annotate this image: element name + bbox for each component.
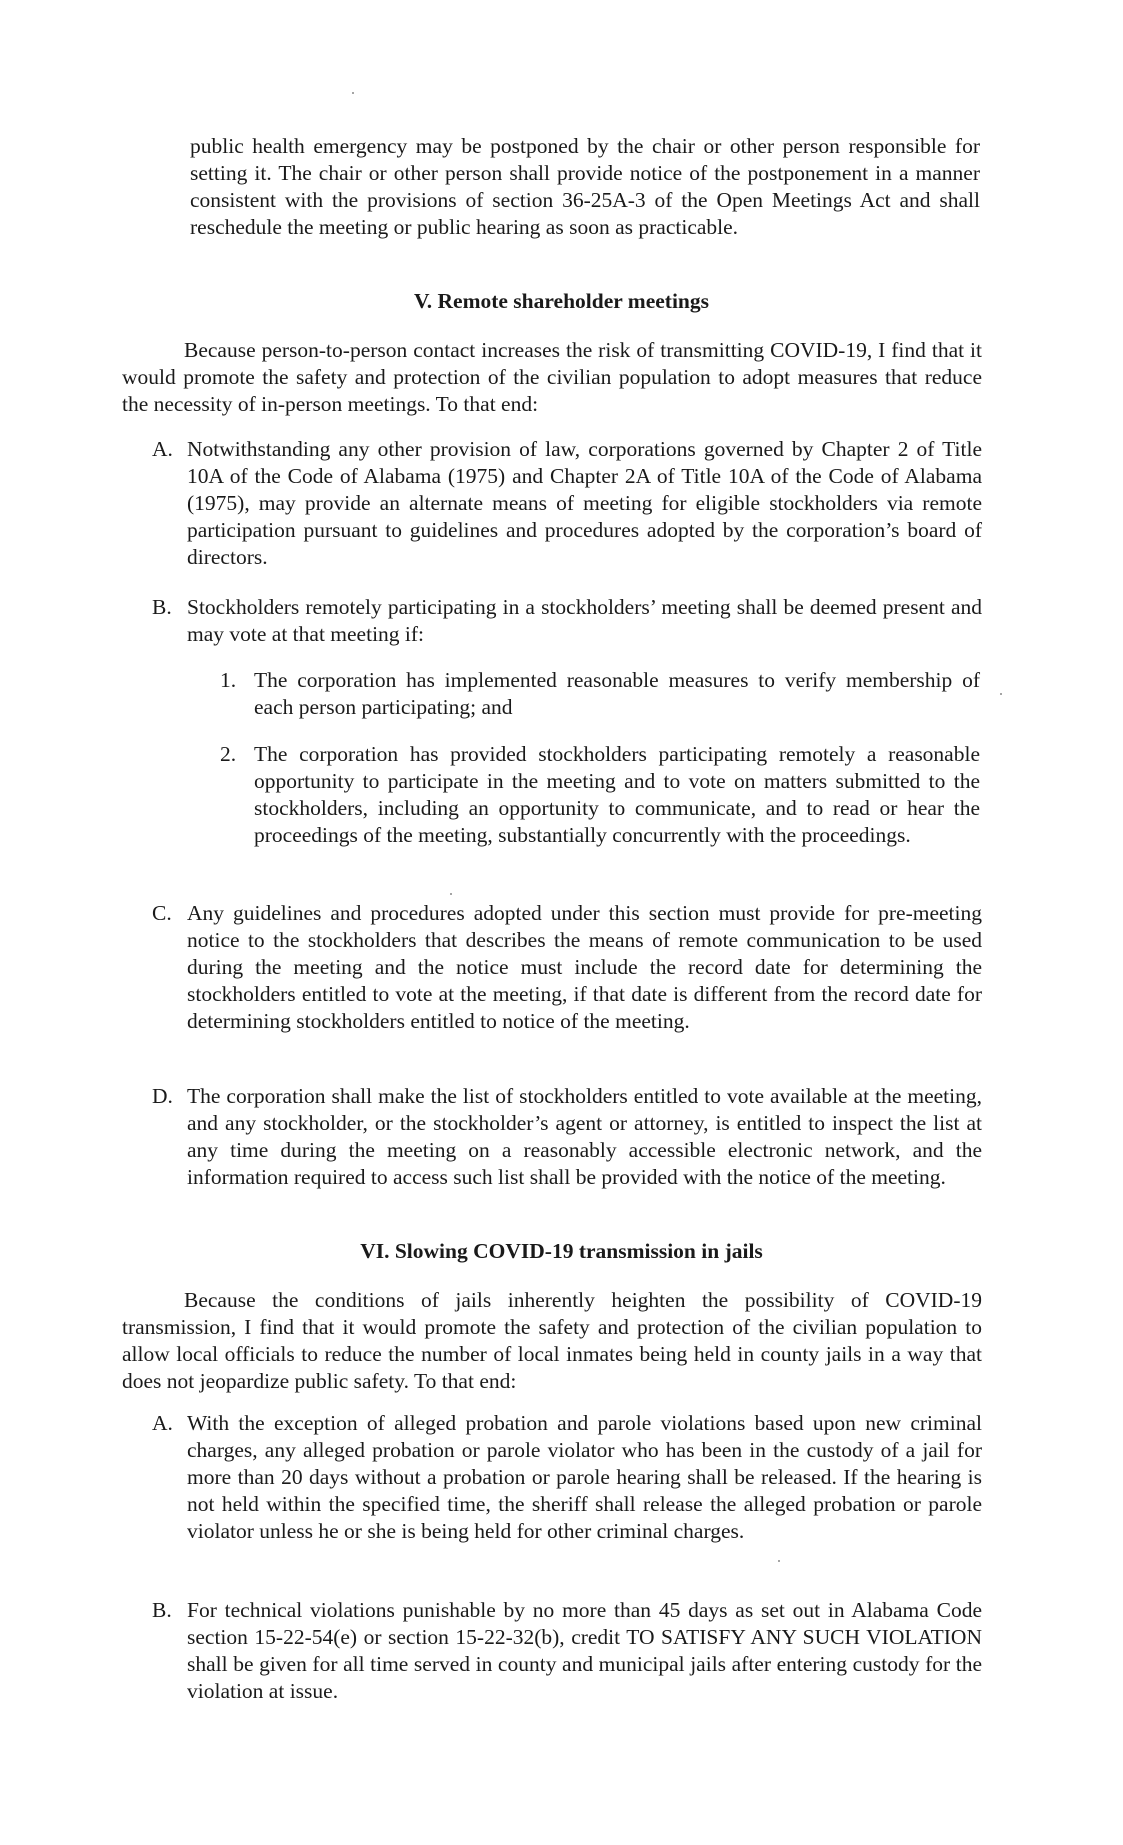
section-vi-intro-paragraph: Because the conditions of jails inherently heighten the possibility of COVID-19 transmission, I find that it would promote the safety and protection of the civilian population to allow local officials to reduce the number of local inmates being held in county jails in a way that does not jeopardize public safety. To that end: <box>122 1288 982 1393</box>
section-v-item-c <box>152 900 982 1035</box>
item-label: D. <box>152 1084 173 1108</box>
scan-speck <box>352 92 354 94</box>
item-text: Any guidelines and procedures adopted under this section must provide for pre-meeting notice to the stockholders that describes the means of remote communication to be used during the meeting and the notice must include the record date for determining the stockholders entitled to vote at the meeting, if that date is different from the record date for determining stockholders entitled to notice of the meeting. <box>187 901 982 1033</box>
item-label: B. <box>152 595 172 619</box>
item-text: With the exception of alleged probation and parole violations based upon new criminal charges, any alleged probation or parole violator who has been in the custody of a jail for more than 20 days without a probation or parole hearing shall be released. If the hearing is not held within the specified time, the sheriff shall release the alleged probation or parole violator unless he or she is being held for other criminal charges. <box>187 1411 982 1543</box>
item-text: For technical violations punishable by no more than 45 days as set out in Alabama Code section 15-22-54(e) or section 15-22-32(b), credit TO SATISFY ANY SUCH VIOLATION shall be given for all time served in county and municipal jails after entering custody for the violation at issue. <box>187 1598 982 1703</box>
item-text: The corporation shall make the list of stockholders entitled to vote available at the meeting, and any stockholder, or the stockholder’s agent or attorney, is entitled to inspect the list at any time during the meeting on a reasonably accessible electronic network, and the information required to access such list shall be provided with the notice of the meeting. <box>187 1084 982 1189</box>
intro-continuation-paragraph: public health emergency may be postponed by the chair or other person responsible for setting it. The chair or other person shall provide notice of the postponement in a manner consistent with the provisions of section 36-25A-3 of the Open Meetings Act and shall reschedule the meeting or public hearing as soon as practicable. <box>190 134 980 239</box>
section-v-item-a <box>152 436 982 571</box>
subitem-text: The corporation has provided stockholders participating remotely a reasonable opportunity to participate in the meeting and to vote on matters submitted to the stockholders, including an opportunity to communicate, and to read or hear the proceedings of the meeting, substantially concurrently with the proceedings. <box>254 742 980 847</box>
subitem-label: 1. <box>220 668 237 692</box>
section-vi-item-b <box>152 1597 982 1705</box>
scan-speck <box>778 1560 780 1562</box>
item-text: Stockholders remotely participating in a stockholders’ meeting shall be deemed present and may vote at that meeting if: <box>187 595 982 646</box>
section-v-heading: V. Remote shareholder meetings <box>414 289 709 313</box>
item-label: A. <box>152 1411 173 1435</box>
scan-speck <box>1000 693 1002 695</box>
section-v-item-b <box>152 594 982 648</box>
subitem-label: 2. <box>220 742 237 766</box>
item-label: A. <box>152 437 173 461</box>
section-v-subitem-2 <box>220 741 980 849</box>
section-v-item-d <box>152 1083 982 1191</box>
section-v-intro-paragraph: Because person-to-person contact increases the risk of transmitting COVID-19, I find that it would promote the safety and protection of the civilian population to adopt measures that reduce the necessity of in-person meetings. To that end: <box>122 338 982 416</box>
item-label: C. <box>152 901 172 925</box>
subitem-text: The corporation has implemented reasonable measures to verify membership of each person participating; and <box>254 668 980 719</box>
scan-speck <box>450 893 452 895</box>
item-text: Notwithstanding any other provision of law, corporations governed by Chapter 2 of Title 10A of the Code of Alabama (1975) and Chapter 2A of Title 10A of the Code of Alabama (1975), may provide an alternate means of meeting for eligible stockholders via remote participation pursuant to guidelines and procedures adopted by the corporation’s board of directors. <box>187 437 982 569</box>
item-label: B. <box>152 1598 172 1622</box>
section-v-subitem-1 <box>220 667 980 721</box>
section-vi-heading: VI. Slowing COVID-19 transmission in jails <box>360 1239 763 1263</box>
section-vi-item-a <box>152 1410 982 1545</box>
